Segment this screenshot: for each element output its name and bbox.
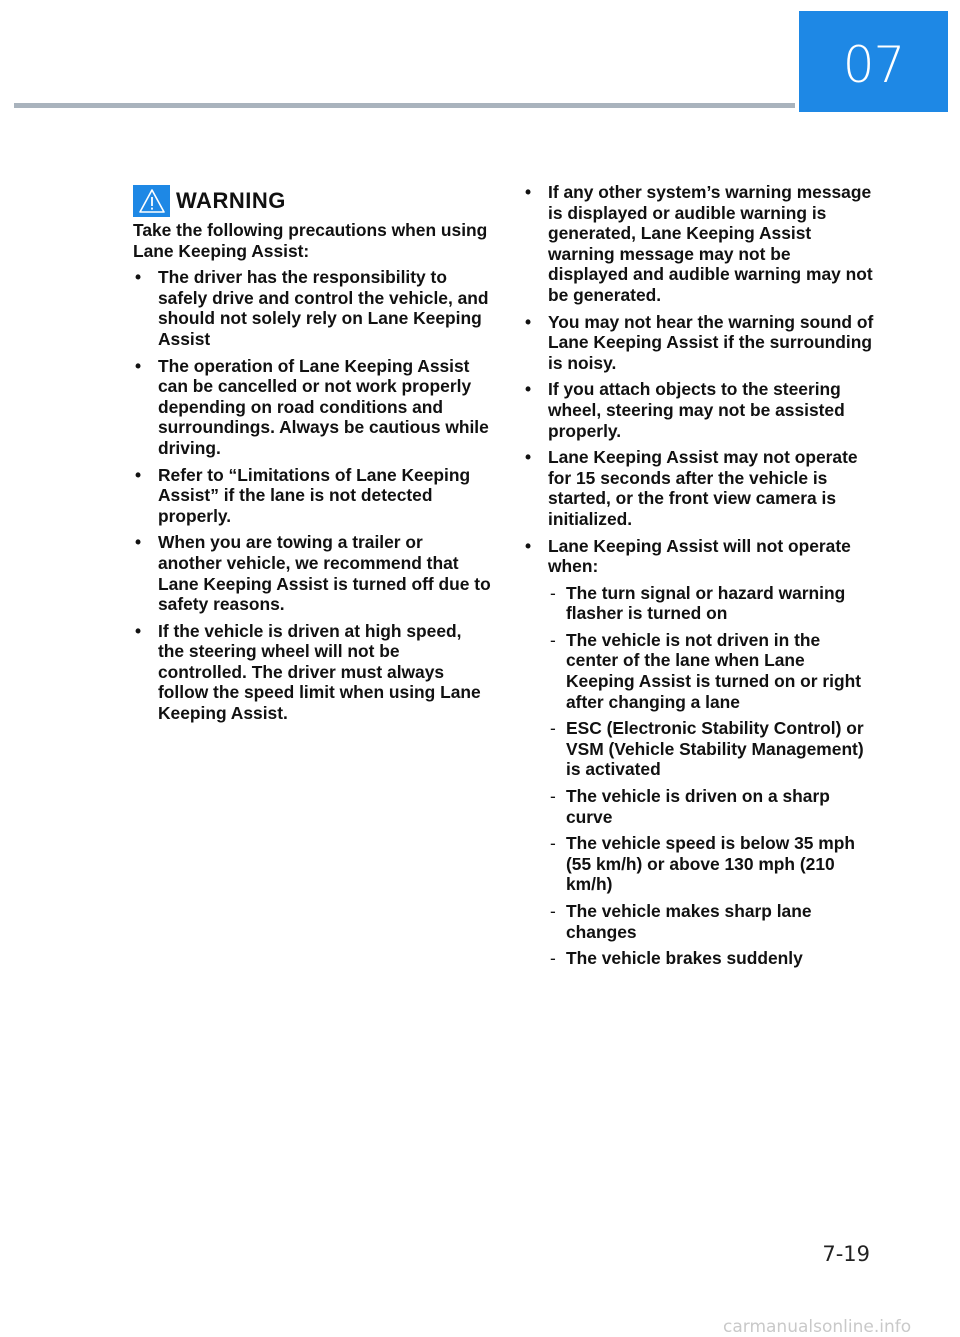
header-rule xyxy=(14,103,795,108)
dash-mark: - xyxy=(550,948,556,969)
warning-column-right xyxy=(523,182,875,975)
list-item-text: When you are towing a trailer or another vehicle, we recommend that Lane Keeping Assist is turned off due to safety reasons. xyxy=(158,532,491,615)
sub-list-item xyxy=(548,786,875,827)
warning-column-left xyxy=(133,185,491,730)
sub-list-item-text: The vehicle speed is below 35 mph (55 km/h) or above 130 mph (210 km/h) xyxy=(566,833,855,895)
list-item-text: Lane Keeping Assist will not operate when: xyxy=(548,535,851,577)
warning-icon-box xyxy=(133,185,170,217)
dash-mark: - xyxy=(550,901,556,921)
list-item xyxy=(133,267,491,349)
bullet-mark: • xyxy=(525,311,532,332)
list-item xyxy=(133,356,491,459)
dash-mark: - xyxy=(550,833,556,854)
list-item-text: If you attach objects to the steering wheel, steering may not be assisted properly. xyxy=(548,379,845,441)
dash-mark: - xyxy=(550,582,556,603)
sub-list-item-text: The turn signal or hazard warning flasher is turned on xyxy=(566,582,846,624)
list-item xyxy=(133,465,491,527)
list-item xyxy=(523,312,875,374)
bullet-mark: • xyxy=(525,447,532,468)
list-item-text: The operation of Lane Keeping Assist can be cancelled or not work properly depending on road conditions and surroundings. Always be cautious while driving. xyxy=(158,355,489,458)
sub-list xyxy=(548,583,875,969)
bullet-mark: • xyxy=(135,532,142,553)
chapter-tab xyxy=(799,11,948,112)
sub-list-item-text: The vehicle brakes suddenly xyxy=(566,948,803,969)
list-item xyxy=(133,621,491,724)
list-item-text: Refer to “Limitations of Lane Keeping Assist” if the lane is not detected properly. xyxy=(158,464,471,526)
dash-mark: - xyxy=(550,629,556,650)
list-item-text: Lane Keeping Assist may not operate for 15 seconds after the vehicle is started, or the front view camera is initialized. xyxy=(548,447,858,529)
bullet-mark: • xyxy=(525,535,532,556)
bullet-mark: • xyxy=(135,355,142,376)
watermark: carmanualsonline.info xyxy=(723,1317,912,1337)
list-item xyxy=(523,536,875,969)
warning-intro: Take the following precautions when using Lane Keeping Assist: xyxy=(133,220,488,261)
dash-mark: - xyxy=(550,718,556,739)
list-item xyxy=(523,182,875,306)
list-item xyxy=(523,379,875,441)
list-item-text: You may not hear the warning sound of Lane Keeping Assist if the surrounding is noisy. xyxy=(548,311,874,373)
list-item xyxy=(523,447,875,529)
bullet-mark: • xyxy=(525,182,532,202)
sub-list-item-text: ESC (Electronic Stability Control) or VSM (Vehicle Stability Management) is activated xyxy=(566,718,864,780)
sub-list-item-text: The vehicle is driven on a sharp curve xyxy=(566,786,830,827)
warning-title: WARNING xyxy=(176,187,286,213)
bullet-mark: • xyxy=(135,620,142,641)
list-item-text: The driver has the responsibility to safely drive and control the vehicle, and should not solely rely on Lane Keeping Assist xyxy=(158,267,489,349)
list-item-text: If any other system’s warning message is displayed or audible warning is generated, Lane Keeping Assist warning message may not be displayed and audible warning may not be generated. xyxy=(548,182,873,305)
sub-list-item xyxy=(548,948,875,969)
sub-list-item xyxy=(548,833,875,895)
page-number: 7-19 xyxy=(822,1242,870,1266)
bullet-mark: • xyxy=(135,267,142,288)
bullet-mark: • xyxy=(525,379,532,400)
sub-list-item xyxy=(548,583,875,624)
sub-list-item-text: The vehicle makes sharp lane changes xyxy=(566,901,812,942)
sub-list-item xyxy=(548,901,875,942)
list-item xyxy=(133,532,491,614)
sub-list-item-text: The vehicle is not driven in the center of the lane when Lane Keeping Assist is turned on or right after changing a lane xyxy=(566,629,862,712)
chapter-number: 07 xyxy=(842,35,905,94)
warning-triangle-icon xyxy=(138,188,166,214)
list-item-text: If the vehicle is driven at high speed, the steering wheel will not be controlled. The driver must always follow the speed limit when using Lane Keeping Assist. xyxy=(158,620,481,724)
dash-mark: - xyxy=(550,786,556,807)
bullet-mark: • xyxy=(135,464,142,485)
warning-header xyxy=(133,185,491,217)
sub-list-item xyxy=(548,718,875,780)
warning-list-right xyxy=(523,182,875,969)
sub-list-item xyxy=(548,630,875,712)
warning-list-left xyxy=(133,267,491,723)
